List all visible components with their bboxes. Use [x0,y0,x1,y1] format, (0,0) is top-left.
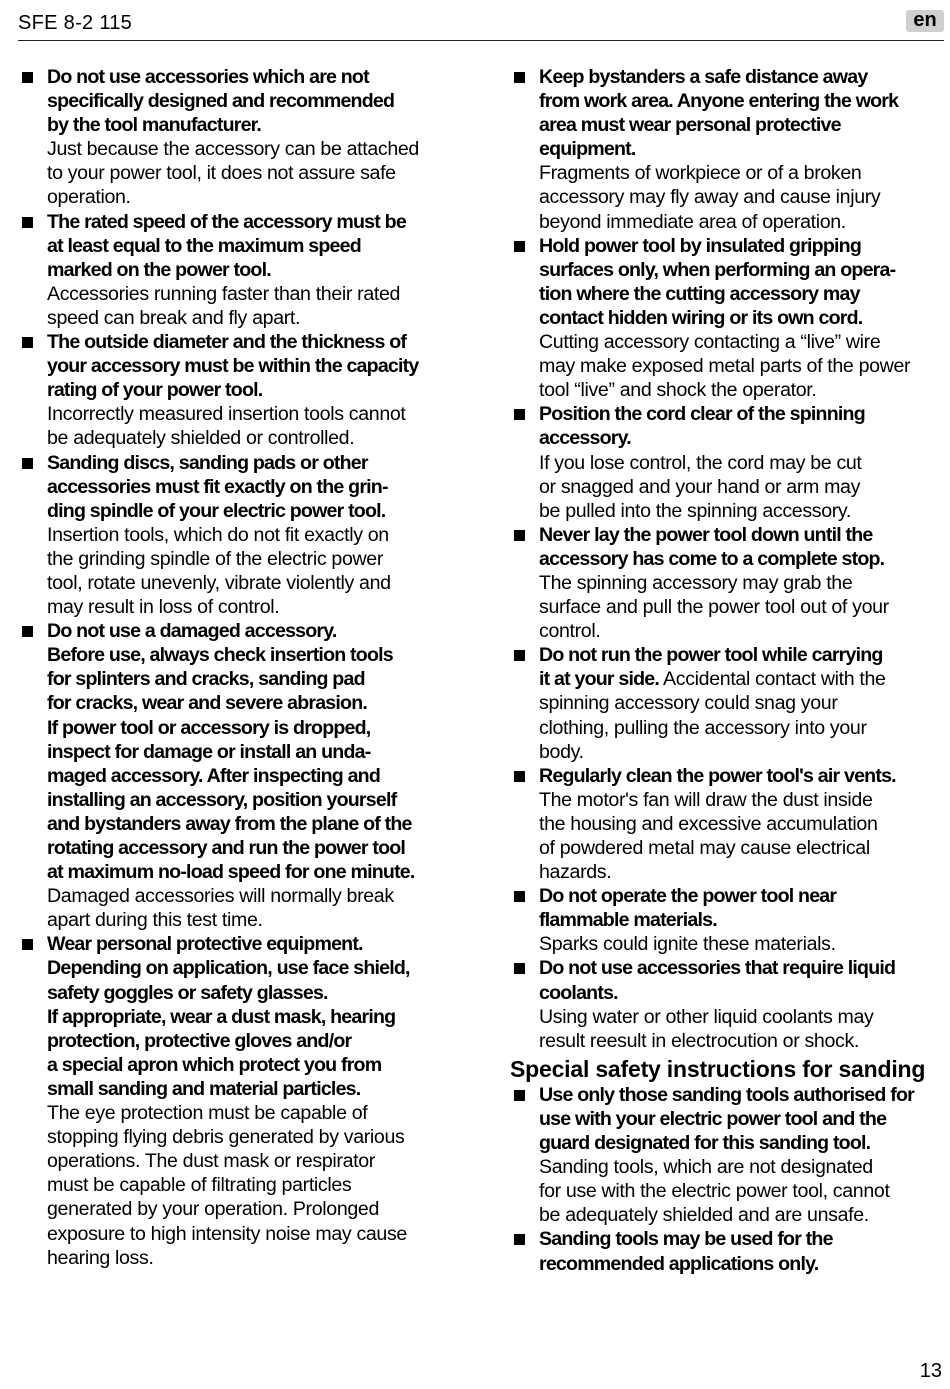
instruction-text: Depending on application, use face shield, [47,957,410,980]
safety-item [18,932,456,1269]
instruction-text: a special apron which protect you from [47,1053,382,1076]
safety-item [510,764,942,884]
explanation-text: for use with the electric power tool, cannot [539,1180,890,1203]
instruction-text: Do not use a damaged accessory. [47,620,337,643]
square-bullet-icon [514,409,525,420]
instruction-text: surfaces only, when performing an opera- [539,258,896,281]
explanation-text: Cutting accessory contacting a “live” wire [539,331,881,354]
safety-item [510,402,942,522]
instruction-text: accessory. [539,427,631,450]
safety-list-right [510,65,942,1053]
left-column [18,65,456,1270]
explanation-text: hazards. [539,861,612,884]
explanation-text: If you lose control, the cord may be cut [539,451,862,474]
explanation-text: Sanding tools, which are not designated [539,1156,873,1179]
explanation-text: or snagged and your hand or arm may [539,475,861,498]
instruction-text: Before use, always check insertion tools [47,644,393,667]
safety-item [18,210,456,330]
explanation-text: stopping flying debris generated by various [47,1126,405,1149]
explanation-text: Damaged accessories will normally break [47,885,394,908]
instruction-text: ding spindle of your electric power tool. [47,499,386,522]
square-bullet-icon [514,530,525,541]
square-bullet-icon [22,939,33,950]
section-heading-sanding: Special safety instructions for sanding [510,1055,926,1082]
square-bullet-icon [514,72,525,83]
explanation-text: the housing and excessive accumulation [539,812,878,835]
square-bullet-icon [22,626,33,637]
explanation-text: be adequately shielded or controlled. [47,427,355,450]
explanation-text: Fragments of workpiece or of a broken [539,162,862,185]
explanation-text: apart during this test time. [47,909,263,932]
safety-item [510,234,942,403]
instruction-text: by the tool manufacturer. [47,114,262,137]
explanation-text: speed can break and fly apart. [47,306,301,329]
mixed-line [539,667,942,691]
instruction-text: from work area. Anyone entering the work [539,90,899,113]
instruction-text: at maximum no-load speed for one minute. [47,861,415,884]
square-bullet-icon [514,771,525,782]
square-bullet-icon [514,1090,525,1101]
instruction-text: Sanding discs, sanding pads or other [47,451,368,474]
instruction-text: Use only those sanding tools authorised for [539,1083,914,1106]
document-id: SFE 8-2 115 [18,12,133,34]
square-bullet-icon [22,458,33,469]
instruction-text: Hold power tool by insulated gripping [539,234,861,257]
instruction-text: contact hidden wiring or its own cord. [539,306,863,329]
square-bullet-icon [22,217,33,228]
safety-item [510,643,942,763]
instruction-text: installing an accessory, position yourself [47,788,397,811]
instruction-text: specifically designed and recommended [47,90,395,113]
sanding-list [510,1083,942,1276]
explanation-text: must be capable of filtrating particles [47,1174,352,1197]
safety-item [510,1083,942,1228]
explanation-text: result reesult in electrocution or shock. [539,1029,859,1052]
language-badge: en [906,10,944,32]
square-bullet-icon [514,1234,525,1245]
square-bullet-icon [514,963,525,974]
explanation-text: The motor's fan will draw the dust inside [539,788,873,811]
explanation-text: the grinding spindle of the electric power [47,547,384,570]
explanation-text: clothing, pulling the accessory into your [539,716,867,739]
explanation-text: Insertion tools, which do not fit exactly on [47,523,389,546]
instruction-text: tion where the cutting accessory may [539,282,860,305]
explanation-text: control. [539,620,601,643]
instruction-text: Regularly clean the power tool's air vents. [539,764,896,787]
instruction-text: Do not run the power tool while carrying [539,644,883,667]
instruction-text: accessories must fit exactly on the grin- [47,475,388,498]
instruction-text: If power tool or accessory is dropped, [47,716,371,739]
instruction-text: for splinters and cracks, sanding pad [47,668,365,691]
safety-item [18,65,456,210]
explanation-text: Incorrectly measured insertion tools cannot [47,403,406,426]
safety-item [510,1227,942,1275]
instruction-text: protection, protective gloves and/or [47,1029,352,1052]
instruction-text: Wear personal protective equipment. [47,933,363,956]
explanation-text: beyond immediate area of operation. [539,210,846,233]
instruction-text: marked on the power tool. [47,258,271,281]
explanation-text: Accidental contact with the [659,668,886,691]
explanation-text: exposure to high intensity noise may cause [47,1222,407,1245]
explanation-text: surface and pull the power tool out of your [539,596,889,619]
explanation-text: The spinning accessory may grab the [539,571,853,594]
explanation-text: body. [539,740,584,763]
explanation-text: be adequately shielded and are unsafe. [539,1204,869,1227]
explanation-text: Accessories running faster than their rated [47,282,401,305]
instruction-text: recommended applications only. [539,1252,819,1275]
square-bullet-icon [514,241,525,252]
instruction-text: your accessory must be within the capacity [47,355,419,378]
safety-item [510,884,942,956]
explanation-text: of powdered metal may cause electrical [539,837,870,859]
page-header [18,8,944,41]
square-bullet-icon [514,891,525,902]
instruction-text: Do not operate the power tool near [539,885,837,908]
instruction-text: Sanding tools may be used for the [539,1228,833,1251]
instruction-text: Do not use accessories that require liquid [539,957,896,980]
instruction-text: The outside diameter and the thickness of [47,331,407,354]
explanation-text: generated by your operation. Prolonged [47,1198,380,1221]
page-number: 13 [919,1360,942,1382]
instruction-text: Position the cord clear of the spinning [539,403,865,426]
instruction-text: coolants. [539,981,618,1004]
square-bullet-icon [514,650,525,661]
explanation-text: operation. [47,186,131,209]
instruction-text: The rated speed of the accessory must be [47,210,406,233]
instruction-text: and bystanders away from the plane of the [47,812,412,835]
instruction-text: rotating accessory and run the power tool [47,837,406,859]
instruction-text: inspect for damage or install an unda- [47,740,371,763]
instruction-text: Do not use accessories which are not [47,66,369,88]
explanation-text: Using water or other liquid coolants may [539,1005,874,1028]
explanation-text: tool “live” and shock the operator. [539,379,817,402]
explanation-text: The eye protection must be capable of [47,1102,368,1125]
safety-item [510,956,942,1052]
explanation-text: may make exposed metal parts of the power [539,355,911,378]
safety-item [18,619,456,932]
explanation-text: be pulled into the spinning accessory. [539,499,852,522]
instruction-text: equipment. [539,138,636,161]
explanation-text: Sparks could ignite these materials. [539,933,836,956]
instruction-text: area must wear personal protective [539,114,841,137]
square-bullet-icon [22,72,33,83]
instruction-text: accessory has come to a complete stop. [539,547,885,570]
instruction-text: for cracks, wear and severe abrasion. [47,692,368,715]
instruction-text: Never lay the power tool down until the [539,523,873,546]
safety-item [18,330,456,450]
explanation-text: operations. The dust mask or respirator [47,1150,375,1173]
instruction-text: it at your side. [539,668,660,691]
safety-item [510,65,942,234]
explanation-text: spinning accessory could snag your [539,692,838,715]
explanation-text: tool, rotate unevenly, vibrate violently and [47,571,391,594]
instruction-text: at least equal to the maximum speed [47,234,361,257]
instruction-text: use with your electric power tool and the [539,1107,887,1130]
explanation-text: hearing loss. [47,1246,154,1269]
instruction-text: Keep bystanders a safe distance away [539,66,868,88]
instruction-text: rating of your power tool. [47,379,263,402]
safety-item [510,523,942,643]
explanation-text: accessory may fly away and cause injury [539,186,881,209]
explanation-text: Just because the accessory can be attached [47,138,419,161]
instruction-text: maged accessory. After inspecting and [47,764,380,787]
explanation-text: may result in loss of control. [47,596,280,619]
square-bullet-icon [22,337,33,348]
instruction-text: flammable materials. [539,909,717,932]
right-column [510,65,942,1276]
instruction-text: guard designated for this sanding tool. [539,1132,871,1155]
instruction-text: If appropriate, wear a dust mask, hearing [47,1005,396,1028]
instruction-text: safety goggles or safety glasses. [47,981,328,1004]
explanation-text: to your power tool, it does not assure safe [47,162,396,185]
safety-item [18,451,456,620]
instruction-text: small sanding and material particles. [47,1077,361,1100]
